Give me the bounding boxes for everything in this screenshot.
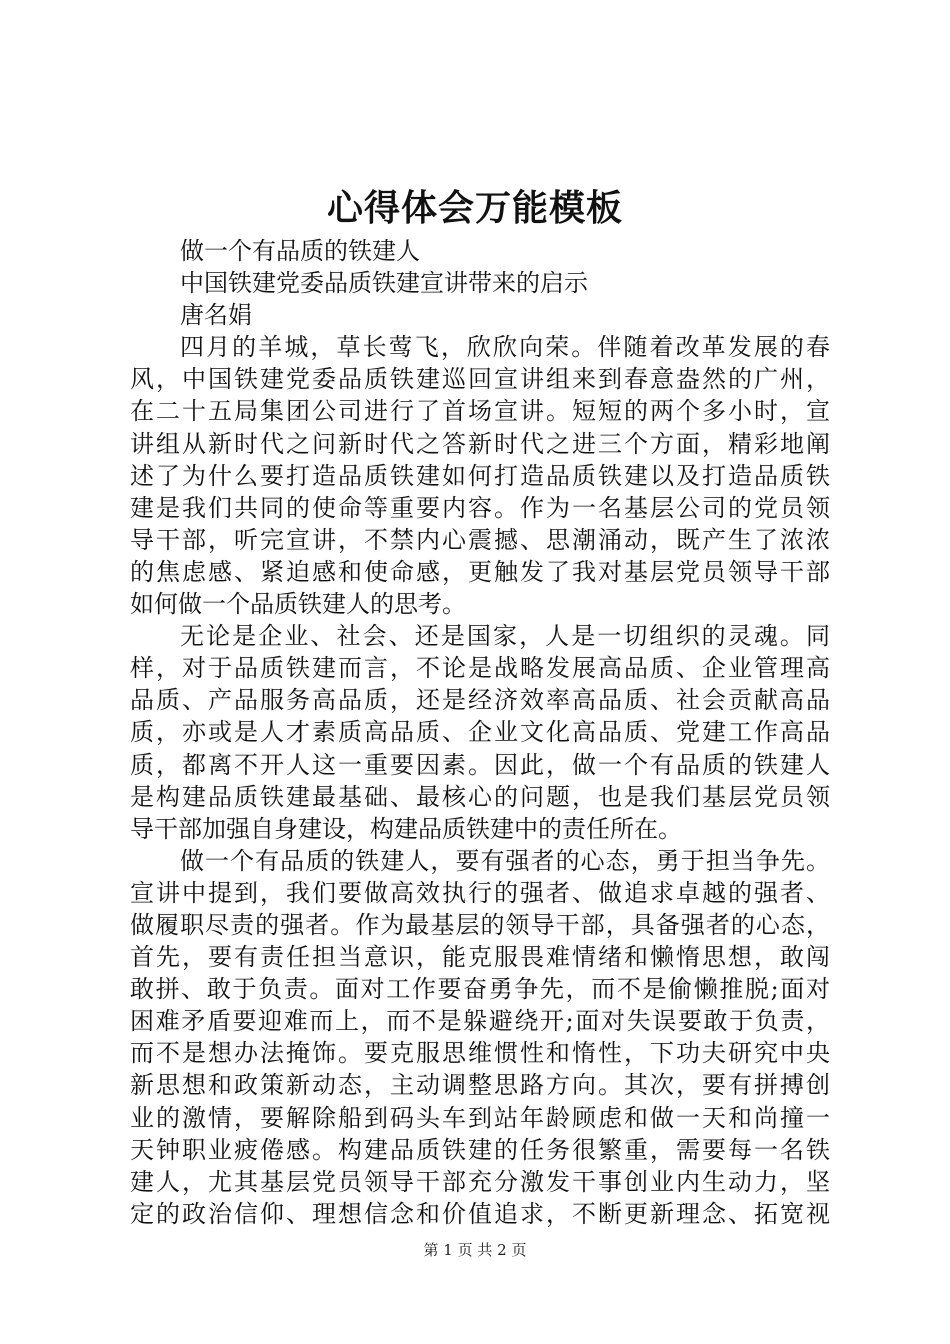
paragraph-line: 做履职尽责的强者。作为最基层的领导干部，具备强者的心态， — [130, 910, 830, 939]
paragraph-line: 在二十五局集团公司进行了首场宣讲。短短的两个多小时，宣 — [130, 397, 830, 426]
author-line: 唐名娟 — [180, 301, 252, 330]
document-body — [130, 235, 830, 1230]
paragraph-line: 品质、产品服务高品质，还是经济效率高品质、社会贡献高品 — [130, 686, 830, 715]
subtitle-line: 中国铁建党委品质铁建宣讲带来的启示 — [180, 269, 588, 298]
paragraph-line: 新思想和政策新动态，主动调整思路方向。其次，要有拼搏创 — [130, 1071, 830, 1100]
paragraph-line: 的焦虑感、紧迫感和使命感，更触发了我对基层党员领导干部 — [130, 557, 830, 586]
paragraph-line: 建人，尤其基层党员领导干部充分激发干事创业内生动力，坚 — [130, 1167, 830, 1196]
paragraph-line: 宣讲中提到，我们要做高效执行的强者、做追求卓越的强者、 — [130, 878, 830, 907]
paragraph-line: 而不是想办法掩饰。要克服思维惯性和惰性，下功夫研究中央 — [130, 1039, 830, 1068]
paragraph-line: 样，对于品质铁建而言，不论是战略发展高品质、企业管理高 — [130, 654, 830, 683]
paragraph-line: 四月的羊城，草长莺飞，欣欣向荣。伴随着改革发展的春 — [180, 333, 830, 362]
paragraph-line: 定的政治信仰、理想信念和价值追求，不断更新理念、拓宽视 — [130, 1199, 830, 1228]
subtitle-line: 做一个有品质的铁建人 — [180, 237, 420, 265]
paragraph-line: 无论是企业、社会、还是国家，人是一切组织的灵魂。同 — [180, 622, 830, 651]
paragraph-line: 导干部，听完宣讲，不禁内心震撼、思潮涌动，既产生了浓浓 — [130, 525, 830, 554]
paragraph-line: 质，亦或是人才素质高品质、企业文化高品质、党建工作高品 — [130, 718, 830, 747]
paragraph-line: 业的激情，要解除船到码头车到站年龄顾虑和做一天和尚撞一 — [130, 1103, 830, 1132]
paragraph-line: 困难矛盾要迎难而上，而不是躲避绕开;面对失误要敢于负责， — [130, 1007, 830, 1036]
paragraph-line: 做一个有品质的铁建人，要有强者的心态，勇于担当争先。 — [180, 846, 830, 875]
paragraph-line: 风，中国铁建党委品质铁建巡回宣讲组来到春意盎然的广州， — [130, 365, 830, 394]
page-title: 心得体会万能模板 — [326, 187, 623, 229]
page-number-footer: 第 1 页 共 2 页 — [423, 1241, 527, 1259]
paragraph-line: 如何做一个品质铁建人的思考。 — [130, 590, 466, 619]
paragraph-line: 首先，要有责任担当意识，能克服畏难情绪和懒惰思想，敢闯 — [130, 943, 830, 972]
paragraph-line: 是构建品质铁建最基础、最核心的问题，也是我们基层党员领 — [130, 782, 830, 811]
paragraph-line: 质，都离不开人这一重要因素。因此，做一个有品质的铁建人 — [130, 750, 830, 779]
paragraph-line: 敢拼、敢于负责。面对工作要奋勇争先，而不是偷懒推脱;面对 — [130, 975, 830, 1004]
paragraph-line: 导干部加强自身建设，构建品质铁建中的责任所在。 — [130, 814, 682, 843]
paragraph-line: 讲组从新时代之问新时代之答新时代之进三个方面，精彩地阐 — [130, 429, 830, 458]
paragraph-line: 建是我们共同的使命等重要内容。作为一名基层公司的党员领 — [130, 493, 830, 522]
paragraph-line: 天钟职业疲倦感。构建品质铁建的任务很繁重，需要每一名铁 — [130, 1135, 830, 1164]
paragraph-line: 述了为什么要打造品质铁建如何打造品质铁建以及打造品质铁 — [130, 461, 830, 490]
